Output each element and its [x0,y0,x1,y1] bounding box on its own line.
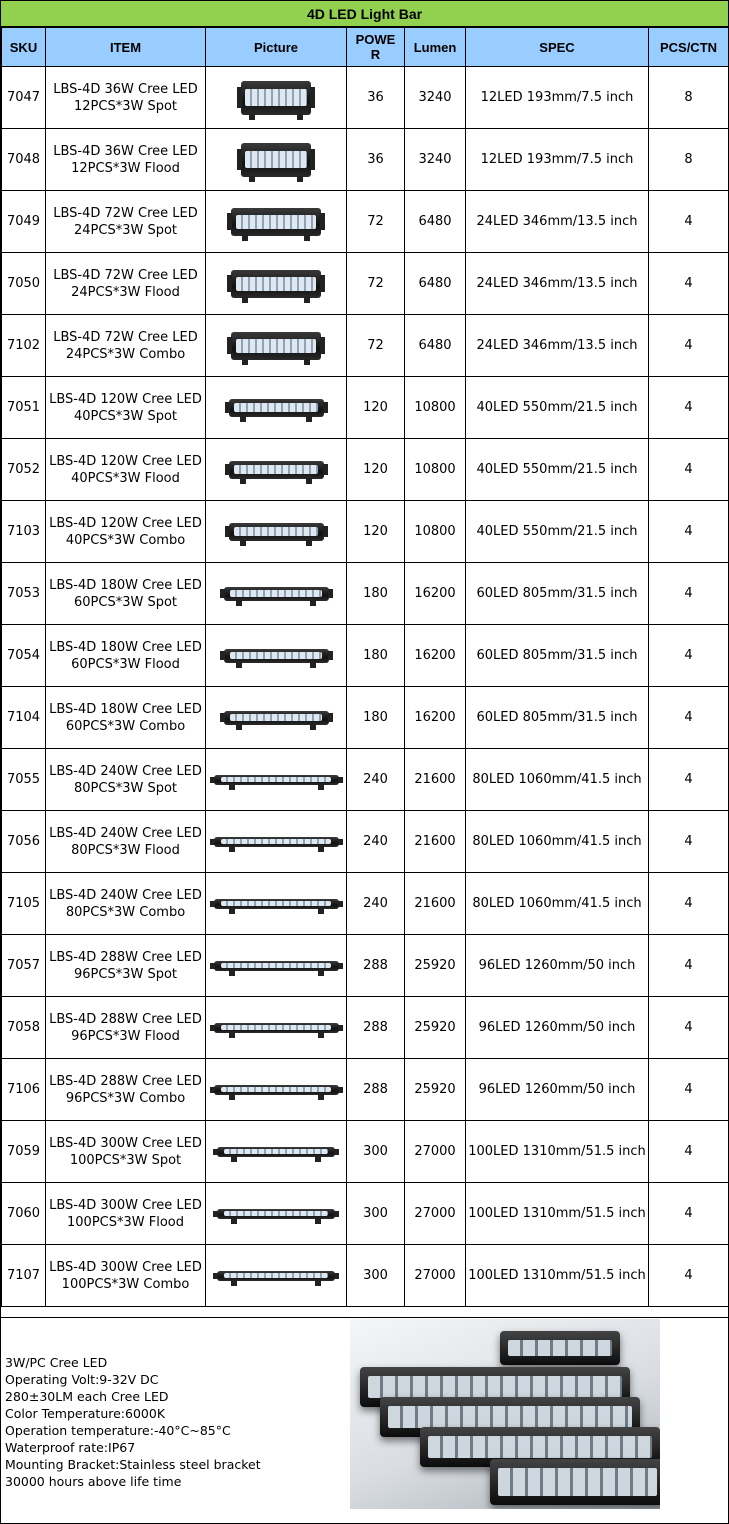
light-bar-image [217,1209,335,1219]
col-item: ITEM [46,28,206,67]
light-bar-image [224,649,329,663]
lumen-cell: 16200 [405,563,466,625]
item-cell: LBS-4D 300W Cree LED 100PCS*3W Spot [46,1121,206,1183]
light-bar-image [217,1271,335,1281]
table-row [2,1183,729,1245]
power-cell: 180 [347,687,405,749]
spec-list [5,1354,261,1490]
lumen-cell: 10800 [405,439,466,501]
pcs-cell: 4 [649,191,729,253]
table-row [2,315,729,377]
picture-cell [206,1245,347,1307]
pcs-cell: 8 [649,129,729,191]
light-bar-image [214,899,339,909]
lumen-cell: 21600 [405,749,466,811]
light-bar-image [231,332,321,360]
item-cell: LBS-4D 120W Cree LED 40PCS*3W Combo [46,501,206,563]
light-bar-image [224,711,329,725]
lumen-cell: 27000 [405,1121,466,1183]
lumen-cell: 21600 [405,811,466,873]
power-cell: 36 [347,67,405,129]
photo-bar-5 [490,1459,660,1505]
power-cell: 288 [347,1059,405,1121]
spec-cell: 96LED 1260mm/50 inch [466,1059,649,1121]
spec-line: 3W/PC Cree LED [5,1355,108,1370]
table-row [2,253,729,315]
power-cell: 180 [347,563,405,625]
spec-cell: 96LED 1260mm/50 inch [466,935,649,997]
spec-cell: 40LED 550mm/21.5 inch [466,501,649,563]
pcs-cell: 4 [649,315,729,377]
lumen-cell: 6480 [405,253,466,315]
pcs-cell: 4 [649,811,729,873]
spec-cell: 24LED 346mm/13.5 inch [466,315,649,377]
pcs-cell: 4 [649,501,729,563]
power-cell: 120 [347,439,405,501]
sku-cell: 7056 [2,811,46,873]
item-cell: LBS-4D 36W Cree LED 12PCS*3W Spot [46,67,206,129]
pcs-cell: 4 [649,253,729,315]
light-bar-image [214,775,339,785]
lumen-cell: 25920 [405,935,466,997]
power-cell: 240 [347,749,405,811]
table-row [2,935,729,997]
header-row [2,28,729,67]
spec-cell: 60LED 805mm/31.5 inch [466,687,649,749]
picture-cell [206,191,347,253]
sku-cell: 7057 [2,935,46,997]
picture-cell [206,687,347,749]
sku-cell: 7102 [2,315,46,377]
item-cell: LBS-4D 288W Cree LED 96PCS*3W Spot [46,935,206,997]
light-bar-image [217,1147,335,1157]
spec-cell: 40LED 550mm/21.5 inch [466,439,649,501]
spec-cell: 40LED 550mm/21.5 inch [466,377,649,439]
item-cell: LBS-4D 240W Cree LED 80PCS*3W Flood [46,811,206,873]
item-cell: LBS-4D 72W Cree LED 24PCS*3W Combo [46,315,206,377]
spec-cell: 80LED 1060mm/41.5 inch [466,873,649,935]
col-power-label: POWER [355,32,396,62]
pcs-cell: 4 [649,687,729,749]
pcs-cell: 4 [649,1183,729,1245]
sku-cell: 7053 [2,563,46,625]
spec-cell: 100LED 1310mm/51.5 inch [466,1121,649,1183]
pcs-cell: 4 [649,377,729,439]
item-cell: LBS-4D 240W Cree LED 80PCS*3W Spot [46,749,206,811]
col-pcs: PCS/CTN [649,28,729,67]
pcs-cell: 4 [649,563,729,625]
item-cell: LBS-4D 72W Cree LED 24PCS*3W Flood [46,253,206,315]
picture-cell [206,315,347,377]
item-cell: LBS-4D 300W Cree LED 100PCS*3W Combo [46,1245,206,1307]
sku-cell: 7106 [2,1059,46,1121]
table-row [2,811,729,873]
pcs-cell: 4 [649,997,729,1059]
light-bar-image [241,81,311,115]
item-cell: LBS-4D 72W Cree LED 24PCS*3W Spot [46,191,206,253]
light-bar-image [214,961,339,971]
item-cell: LBS-4D 120W Cree LED 40PCS*3W Spot [46,377,206,439]
lumen-cell: 16200 [405,625,466,687]
picture-cell [206,625,347,687]
spec-cell: 100LED 1310mm/51.5 inch [466,1245,649,1307]
spec-cell: 100LED 1310mm/51.5 inch [466,1183,649,1245]
table-row [2,191,729,253]
sku-cell: 7060 [2,1183,46,1245]
light-bar-image [231,270,321,298]
table-row [2,997,729,1059]
lumen-cell: 16200 [405,687,466,749]
picture-cell [206,749,347,811]
light-bar-image [214,1085,339,1095]
light-bar-image [224,587,329,601]
table-row [2,625,729,687]
pcs-cell: 4 [649,935,729,997]
picture-cell [206,1059,347,1121]
table-row [2,749,729,811]
sku-cell: 7048 [2,129,46,191]
table-row [2,439,729,501]
picture-cell [206,873,347,935]
picture-cell [206,129,347,191]
lumen-cell: 21600 [405,873,466,935]
spec-line: 30000 hours above life time [5,1474,182,1489]
spec-line: Mounting Bracket:Stainless steel bracket [5,1457,261,1472]
spec-line: Waterproof rate:IP67 [5,1440,136,1455]
spec-line: Operating Volt:9-32V DC [5,1372,159,1387]
item-cell: LBS-4D 180W Cree LED 60PCS*3W Combo [46,687,206,749]
table-row [2,1245,729,1307]
spec-cell: 80LED 1060mm/41.5 inch [466,811,649,873]
item-cell: LBS-4D 288W Cree LED 96PCS*3W Flood [46,997,206,1059]
spec-cell: 12LED 193mm/7.5 inch [466,129,649,191]
sku-cell: 7103 [2,501,46,563]
picture-cell [206,1183,347,1245]
sku-cell: 7107 [2,1245,46,1307]
spec-cell: 24LED 346mm/13.5 inch [466,191,649,253]
light-bar-image [229,399,324,417]
picture-cell [206,1121,347,1183]
table-row [2,563,729,625]
power-cell: 240 [347,811,405,873]
power-cell: 300 [347,1121,405,1183]
col-sku: SKU [2,28,46,67]
lumen-cell: 3240 [405,67,466,129]
picture-cell [206,935,347,997]
table-row [2,501,729,563]
sku-cell: 7105 [2,873,46,935]
power-cell: 300 [347,1183,405,1245]
spec-cell: 80LED 1060mm/41.5 inch [466,749,649,811]
power-cell: 72 [347,315,405,377]
sku-cell: 7047 [2,67,46,129]
item-cell: LBS-4D 180W Cree LED 60PCS*3W Spot [46,563,206,625]
picture-cell [206,439,347,501]
light-bar-image [231,208,321,236]
sku-cell: 7051 [2,377,46,439]
table-row [2,1121,729,1183]
picture-cell [206,67,347,129]
spec-cell: 60LED 805mm/31.5 inch [466,563,649,625]
power-cell: 72 [347,253,405,315]
spec-cell: 60LED 805mm/31.5 inch [466,625,649,687]
power-cell: 288 [347,935,405,997]
picture-cell [206,811,347,873]
pcs-cell: 4 [649,1245,729,1307]
picture-cell [206,997,347,1059]
spec-cell: 12LED 193mm/7.5 inch [466,67,649,129]
col-picture: Picture [206,28,347,67]
spec-line: Color Temperature:6000K [5,1406,166,1421]
picture-cell [206,377,347,439]
lumen-cell: 25920 [405,1059,466,1121]
item-cell: LBS-4D 180W Cree LED 60PCS*3W Flood [46,625,206,687]
col-spec: SPEC [466,28,649,67]
table-row [2,873,729,935]
item-cell: LBS-4D 36W Cree LED 12PCS*3W Flood [46,129,206,191]
sku-cell: 7054 [2,625,46,687]
sku-cell: 7059 [2,1121,46,1183]
col-lumen: Lumen [405,28,466,67]
pcs-cell: 4 [649,439,729,501]
table-row [2,377,729,439]
power-cell: 36 [347,129,405,191]
lumen-cell: 27000 [405,1183,466,1245]
sku-cell: 7104 [2,687,46,749]
lumen-cell: 6480 [405,191,466,253]
item-cell: LBS-4D 300W Cree LED 100PCS*3W Flood [46,1183,206,1245]
lumen-cell: 25920 [405,997,466,1059]
lumen-cell: 10800 [405,501,466,563]
lumen-cell: 6480 [405,315,466,377]
pcs-cell: 4 [649,873,729,935]
lumen-cell: 3240 [405,129,466,191]
spec-cell: 96LED 1260mm/50 inch [466,997,649,1059]
light-bar-image [229,461,324,479]
power-cell: 120 [347,377,405,439]
lumen-cell: 10800 [405,377,466,439]
picture-cell [206,563,347,625]
light-bar-image [241,143,311,177]
sku-cell: 7055 [2,749,46,811]
power-cell: 180 [347,625,405,687]
sku-cell: 7050 [2,253,46,315]
table-row [2,1059,729,1121]
power-cell: 120 [347,501,405,563]
pcs-cell: 4 [649,1121,729,1183]
light-bar-image [214,1023,339,1033]
col-power [347,28,405,67]
item-cell: LBS-4D 288W Cree LED 96PCS*3W Combo [46,1059,206,1121]
power-cell: 72 [347,191,405,253]
table-row [2,129,729,191]
pcs-cell: 4 [649,749,729,811]
photo-bar-1 [500,1331,620,1365]
sheet-title: 4D LED Light Bar [1,1,728,27]
power-cell: 240 [347,873,405,935]
spec-line: Operation temperature:-40°C~85°C [5,1423,231,1438]
product-table [1,27,729,1307]
spec-cell: 24LED 346mm/13.5 inch [466,253,649,315]
table-row [2,67,729,129]
pcs-cell: 4 [649,1059,729,1121]
picture-cell [206,501,347,563]
light-bar-image [229,523,324,541]
power-cell: 300 [347,1245,405,1307]
power-cell: 288 [347,997,405,1059]
pcs-cell: 4 [649,625,729,687]
spec-line: 280±30LM each Cree LED [5,1389,169,1404]
sku-cell: 7058 [2,997,46,1059]
picture-cell [206,253,347,315]
sku-cell: 7052 [2,439,46,501]
product-photo [350,1319,660,1509]
lumen-cell: 27000 [405,1245,466,1307]
item-cell: LBS-4D 120W Cree LED 40PCS*3W Flood [46,439,206,501]
item-cell: LBS-4D 240W Cree LED 80PCS*3W Combo [46,873,206,935]
sku-cell: 7049 [2,191,46,253]
pcs-cell: 8 [649,67,729,129]
light-bar-image [214,837,339,847]
table-row [2,687,729,749]
